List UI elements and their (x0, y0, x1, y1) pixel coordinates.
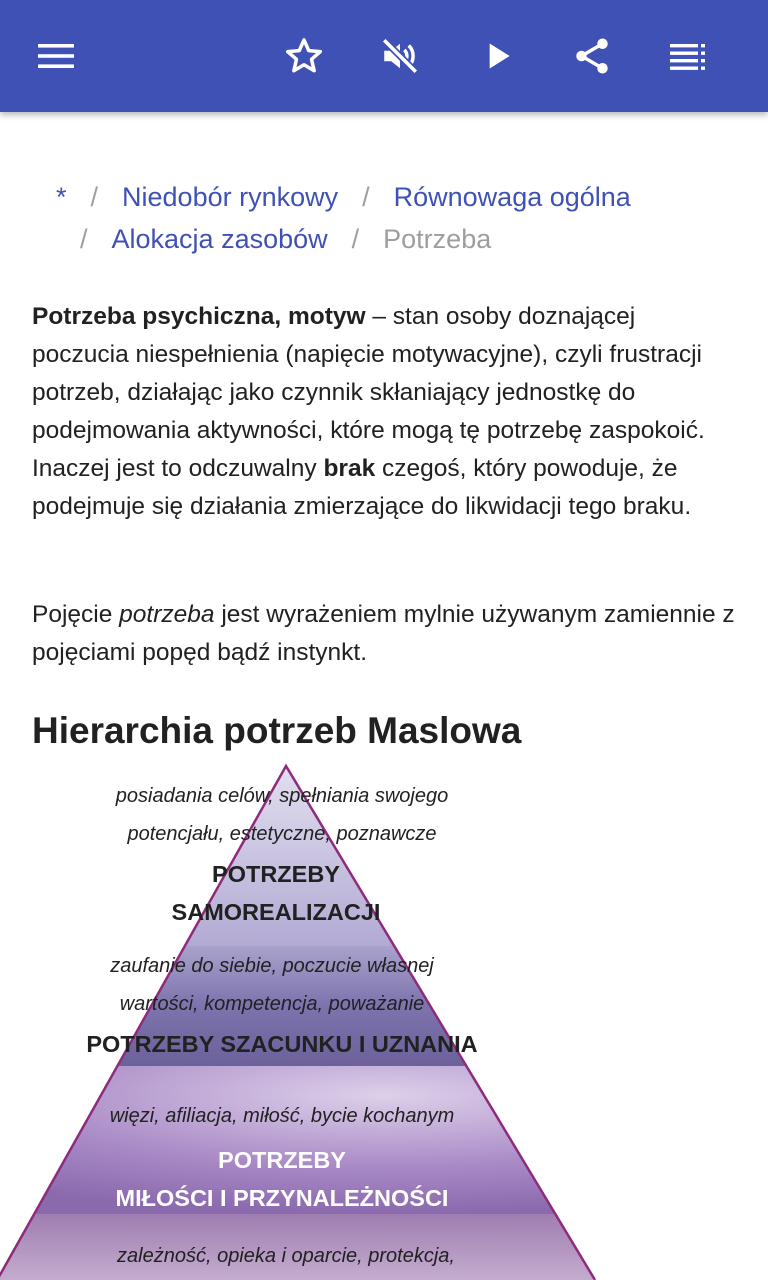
pyramid-text: więzi, afiliacja, miłość, bycie kochanym (109, 1105, 455, 1127)
play-button[interactable] (468, 26, 528, 86)
breadcrumb-item-alokacja[interactable]: Alokacja zasobów (111, 224, 328, 254)
level4-description (6, 1237, 566, 1275)
pyramid-text: potencjału, estetyczne, poznawcze (127, 823, 437, 845)
favorite-button[interactable] (274, 26, 334, 86)
pyramid-text: posiadania celów, spełniania swojego (115, 785, 449, 807)
level1-title (0, 855, 556, 931)
level2-title (2, 1025, 562, 1063)
pyramid-text: MIŁOŚCI I PRZYNALEŻNOŚCI (115, 1185, 449, 1211)
term-italic: potrzeba (119, 601, 215, 628)
breadcrumb-separator: / (90, 182, 99, 212)
table-of-contents-icon (668, 36, 708, 76)
paragraph-text: – stan osoby doznającej poczucia niespełnienia (napięcie motywacyjne), czyli frustracji potrzeb, działając jako czynnik skłaniający jednostkę do podejmowania aktywności, które mogą tę potrzebę zaspokoić. Inaczej jest to odczuwalny (32, 303, 705, 482)
paragraph-text: czegoś, który powoduje, że podejmuje się działania zmierzające do likwidacji tego braku. (32, 455, 692, 520)
breadcrumb-separator: / (80, 224, 88, 254)
article-paragraph-1 (32, 298, 738, 526)
share-icon (571, 35, 613, 77)
breadcrumb-current: Potrzeba (383, 224, 492, 254)
pyramid-text: POTRZEBY (212, 861, 340, 887)
breadcrumb-item-niedobor[interactable]: Niedobór rynkowy (122, 182, 339, 212)
pyramid-text: wartości, kompetencja, poważanie (119, 993, 425, 1015)
star-outline-icon (283, 35, 325, 77)
toc-button[interactable] (658, 26, 718, 86)
menu-button[interactable] (26, 26, 86, 86)
level3-title (2, 1141, 562, 1217)
article-paragraph-2 (32, 596, 738, 672)
pyramid-text: zależność, opieka i oparcie, protekcja, (117, 1245, 455, 1267)
maslow-pyramid (0, 760, 768, 1280)
pyramid-text: SAMOREALIZACJI (171, 899, 381, 925)
term-brak: brak (323, 455, 376, 482)
mute-button[interactable] (370, 26, 430, 86)
level2-description (0, 947, 552, 1023)
volume-off-icon (379, 35, 421, 77)
pyramid-text: POTRZEBY SZACUNKU I UZNANIA (86, 1031, 478, 1057)
breadcrumb-item-rownowaga[interactable]: Równowaga ogólna (393, 182, 631, 212)
breadcrumb-separator: / (362, 182, 370, 212)
level1-description (2, 777, 562, 853)
pyramid-text: zaufanie do siebie, poczucie własnej (110, 955, 434, 977)
play-icon (478, 36, 518, 76)
paragraph-text: jest wyrażeniem mylnie używanym zamiennie z pojęciami popęd bądź instynkt. (32, 601, 735, 666)
paragraph-text: Pojęcie (32, 601, 120, 628)
section-heading: Hierarchia potrzeb Maslowa (32, 710, 522, 751)
breadcrumb-home[interactable]: * (56, 182, 67, 212)
pyramid-text: POTRZEBY (218, 1147, 346, 1173)
term-bold: Potrzeba psychiczna, motyw (32, 303, 366, 330)
hamburger-menu-icon (36, 36, 76, 76)
breadcrumb-separator: / (351, 224, 360, 254)
share-button[interactable] (562, 26, 622, 86)
app-bar (0, 0, 768, 112)
breadcrumb (32, 176, 742, 260)
level3-description (2, 1097, 562, 1135)
